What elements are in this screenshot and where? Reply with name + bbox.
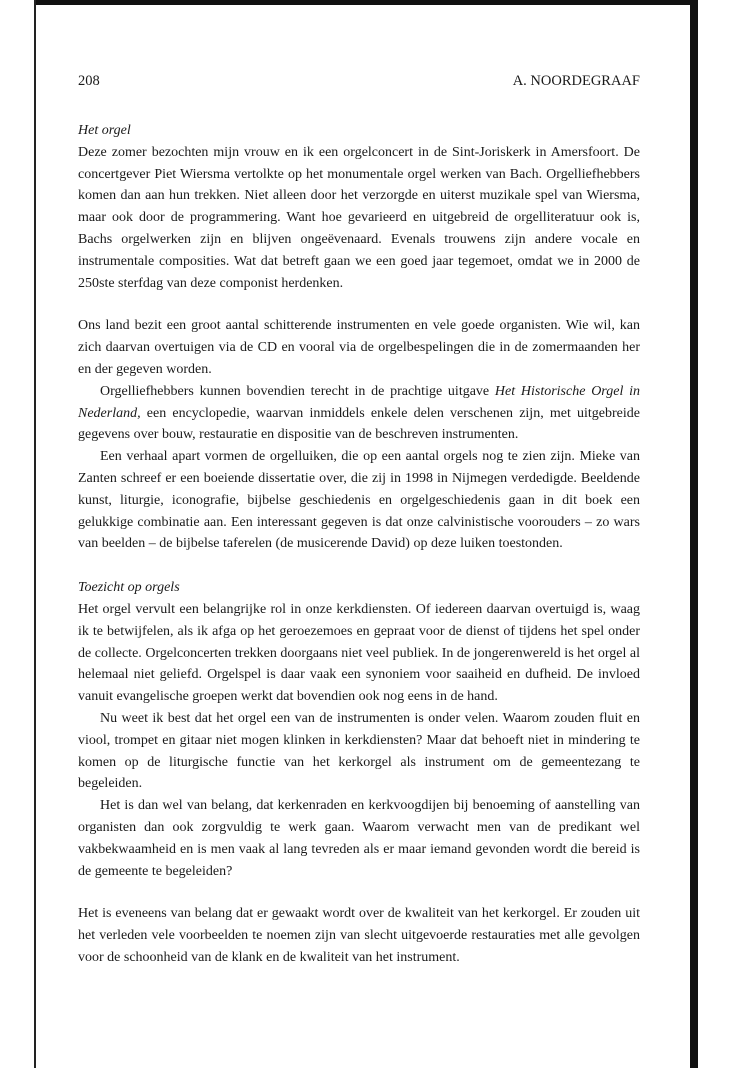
running-header [78, 70, 640, 92]
paragraph [78, 381, 640, 446]
scan-edge-right [690, 0, 698, 1068]
paragraph: Het is dan wel van belang, dat kerkenraden en kerkvoogdijen bij benoeming of aanstelling van organisten dan ook zorgvuldig te werk gaan. Waarom verwacht men van de predikant wel vakbekwaamheid en is men vaak al lang tevreden als er maar iemand gevonden wordt die bereid is de gemeente te begeleiden? [78, 798, 640, 879]
page-body [78, 70, 640, 969]
book-title: Het Historische Orgel in Nederland, [78, 383, 640, 421]
text-run: Orgelliefhebbers kunnen bovendien terecht in de prachtige uitgave [100, 383, 495, 399]
paragraph: Deze zomer bezochten mijn vrouw en ik een orgelconcert in de Sint-Joriskerk in Amersfoort. De concertgever Piet Wiersma vertolkte op het monumentale orgel werken van Bach. Orgelliefhebbers komen dan aan hun trekken. Niet alleen door het verzorgde en uiterst muzikale spel van Wiersma, maar ook door de programmering. Want hoe gevarieerd en uitgebreid de orgelliteratuur ook is, Bachs orgelwerken zijn en blijven ongeëvenaard. Evenals trouwens zijn andere vocale en instrumentale composities. Wat dat betreft gaan we een goed jaar tegemoet, omdat we in 2000 de 250ste sterfdag van deze componist herdenken. [78, 144, 640, 291]
text-run: een encyclopedie, waarvan inmiddels enkele delen verschenen zijn, met uitgebreide gegevens over bouw, restauratie en dispositie van de beschreven instrumenten. [78, 405, 640, 443]
section-gap [78, 555, 640, 577]
paragraph-gap [78, 882, 640, 903]
section-title-het-orgel: Het orgel [78, 123, 131, 138]
scan-edge-top [34, 0, 698, 5]
scan-edge-left [34, 0, 36, 1068]
paragraph: Het is eveneens van belang dat er gewaakt wordt over de kwaliteit van het kerkorgel. Er zouden uit het verleden vele voorbeelden te noemen zijn van slecht uitgevoerde restauraties met alle gevolgen voor de schoonheid van de klank en de kwaliteit van het instrument. [78, 906, 640, 965]
paragraph: Nu weet ik best dat het orgel een van de instrumenten is onder velen. Waarom zouden fluit en viool, trompet en gitaar niet mogen klinken in kerkdiensten? Maar dat behoeft niet in mindering te komen op de liturgische functie van het kerkorgel als instrument om de gemeentezang te begeleiden. [78, 710, 640, 792]
page-number: 208 [78, 73, 100, 89]
section-title-toezicht: Toezicht op orgels [78, 580, 180, 596]
paragraph: Ons land bezit een groot aantal schitterende instrumenten en vele goede organisten. Wie wil, kan zich daarvan overtuigen via de CD en vooral via de orgelbespelingen die in de zomermaanden her en der gegeven worden. [78, 318, 640, 377]
paragraph: Het orgel vervult een belangrijke rol in onze kerkdiensten. Of iedereen daarvan overtuigd is, waag ik te betwijfelen, als ik afga op het geroezemoes en gepraat voor de dienst of tijdens het spel onder de collecte. Orgelconcerten trekken doorgaans niet veel publiek. In de jongerenwereld is het orgel al helemaal niet geliefd. Orgelspel is daar vaak een synoniem voor saaiheid en dufheid. De invloed vanuit evangelische groepen werkt dat bovendien ook nog eens in de hand. [78, 601, 640, 705]
paragraph-gap [78, 294, 640, 315]
author-name: A. NOORDEGRAAF [512, 73, 640, 89]
paragraph: Een verhaal apart vormen de orgelluiken, die op een aantal orgels nog te zien zijn. Mieke van Zanten schreef er een boeiende dissertatie over, die zij in 1998 in Nijmegen verdedigde. Beeldende kunst, liturgie, iconografie, bijbelse geschiedenis en orgelgeschiedenis gaan in dit boek een gelukkige combinatie aan. Een interessant gegeven is dat onze calvinistische voorouders – zo wars van beelden – de bijbelse taferelen (de musicerende David) op deze luiken toestonden. [78, 449, 640, 552]
